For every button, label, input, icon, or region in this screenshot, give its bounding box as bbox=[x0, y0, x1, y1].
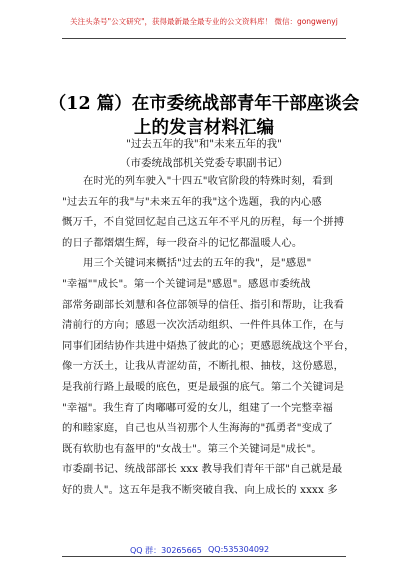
body-line: "幸福""成长"。第一个关键词是"感恩"。感恩市委统战 bbox=[62, 277, 311, 290]
document-title-line-2: 上的发言材料汇编 bbox=[134, 118, 274, 138]
body-line: "过去五年的我"与"未来五年的我"这个选题，我的内心感 bbox=[62, 195, 322, 208]
body-line: 部常务副部长刘慧和各位部领导的信任、指引和帮助，让我看 bbox=[62, 298, 345, 311]
body-line: 像一方沃土，让我从青涩幼苗，不断扎根、抽枝，这份感恩， bbox=[62, 360, 345, 373]
footer-qq: QQ:535304092 bbox=[208, 545, 270, 554]
footer-divider bbox=[62, 556, 346, 557]
header-divider bbox=[62, 38, 346, 39]
document-title-line-1: （12 篇）在市委统战部青年干部座谈会 bbox=[48, 94, 360, 114]
body-line: 的和睦家庭，自己也从当初那个人生海海的"孤勇者"变成了 bbox=[62, 422, 333, 435]
body-line: 慨万千，不自觉回忆起自己这五年不平凡的历程，每一个拼搏 bbox=[62, 216, 345, 229]
body-line: 清前行的方向；感恩一次次活动组织、一件件具体工作，在与 bbox=[62, 319, 345, 332]
body-text bbox=[62, 171, 355, 501]
speech-title: "过去五年的我"和"未来五年的我" bbox=[126, 138, 282, 150]
header-promo-note: 关注头条号"公文研究"，获得最新最全最专业的公文资料库！ 微信：gongwenyj bbox=[70, 17, 338, 26]
body-line: 好的贵人"。这五年是我不断突破自我、向上成长的 xxxx 多 bbox=[62, 483, 338, 496]
footer-qq-group: QQ 群：30265665 bbox=[130, 546, 202, 555]
document-title bbox=[0, 92, 408, 140]
body-line: 市委副书记、统战部部长 xxx 教导我们青年干部"自己就是最 bbox=[62, 463, 343, 476]
body-line: 同事们团结协作共进中焐热了彼此的心；更感恩统战这个平台， bbox=[62, 339, 355, 352]
body-line: 用三个关键词来概括"过去的五年的我"，是"感恩" bbox=[83, 257, 312, 270]
body-line: 在时光的列车驶入"十四五"收官阶段的特殊时刻，看到 bbox=[83, 175, 334, 187]
speaker-affiliation: （市委统战部机关党委专职副书记） bbox=[120, 157, 288, 169]
body-line: "幸福"。我生育了肉嘟嘟可爱的女儿，组建了一个完整幸福 bbox=[62, 401, 333, 414]
body-line: 既有软肋也有盔甲的"女战士"。第三个关键词是"成长"。 bbox=[62, 442, 322, 455]
body-line: 的日子都熠熠生辉，每一段奋斗的记忆都温暖人心。 bbox=[62, 236, 303, 249]
body-line: 是我前行路上最暖的底色，更是最强的底气。第二个关键词是 bbox=[62, 380, 345, 393]
